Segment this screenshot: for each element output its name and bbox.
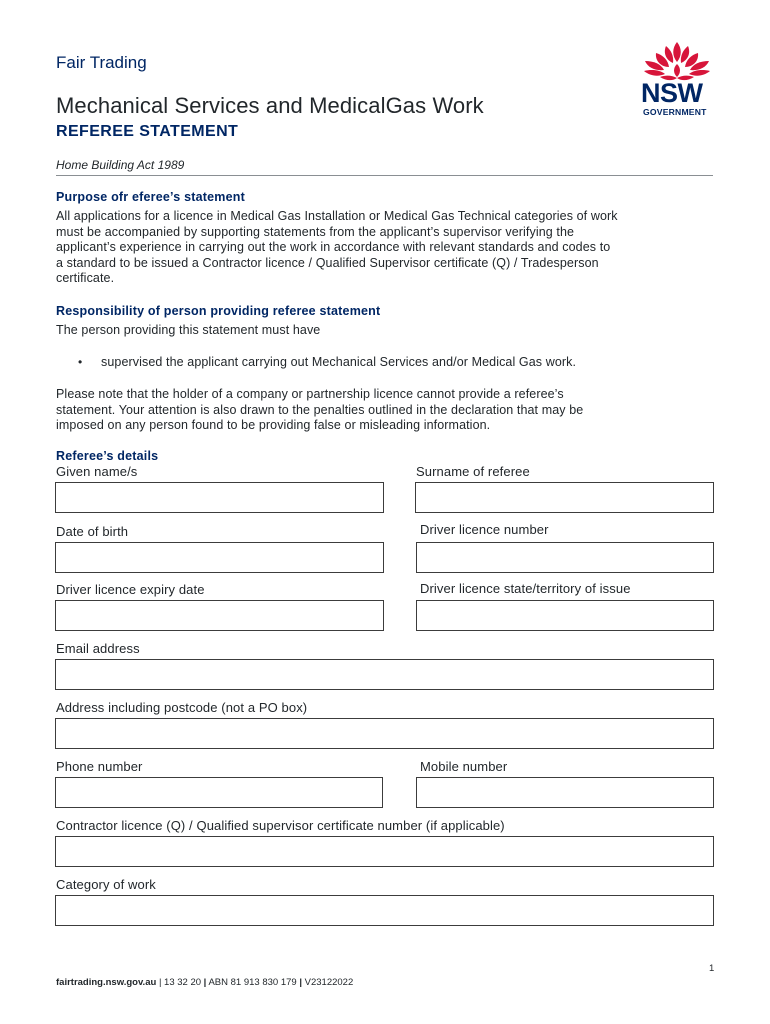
logo-nsw-text: NSW bbox=[641, 78, 703, 108]
footer-separator: | bbox=[203, 977, 207, 988]
note-line: statement. Your attention is also drawn to the penalties outlined in the declaration that may be bbox=[56, 402, 584, 417]
footer-abn: ABN 81 913 830 179 bbox=[208, 977, 297, 988]
category-input[interactable] bbox=[55, 895, 714, 926]
act-reference: Home Building Act 1989 bbox=[56, 158, 185, 172]
footer-version: V23122022 bbox=[304, 977, 354, 988]
mobile-input[interactable] bbox=[416, 777, 714, 808]
given-name-label: Given name/s bbox=[56, 464, 138, 479]
mobile-label: Mobile number bbox=[420, 759, 508, 774]
form-title: Mechanical Services and MedicalGas Work bbox=[56, 93, 484, 118]
page-number: 1 bbox=[709, 963, 715, 974]
address-label: Address including postcode (not a PO box) bbox=[56, 700, 308, 715]
purpose-line: a standard to be issued a Contractor licence / Qualified Supervisor certificate (Q) / Tradesperson bbox=[56, 255, 599, 270]
note-line: Please note that the holder of a company or partnership licence cannot provide a referee’s bbox=[56, 387, 564, 401]
purpose-line: certificate. bbox=[56, 271, 115, 286]
licence-number-label: Driver licence number bbox=[420, 522, 549, 537]
footer bbox=[56, 977, 353, 988]
footer-separator: | bbox=[299, 977, 302, 988]
form-subtitle: REFEREE STATEMENT bbox=[56, 123, 239, 140]
responsibility-intro: The person providing this statement must have bbox=[56, 323, 321, 337]
details-heading: Referee’s details bbox=[56, 449, 159, 463]
licence-expiry-input[interactable] bbox=[55, 600, 384, 631]
licence-number-input[interactable] bbox=[416, 542, 714, 573]
bullet-dot: • bbox=[78, 355, 83, 369]
surname-input[interactable] bbox=[415, 482, 714, 513]
note-line: imposed on any person found to be providing false or misleading information. bbox=[56, 418, 491, 433]
purpose-paragraph bbox=[56, 209, 721, 287]
licence-expiry-label: Driver licence expiry date bbox=[56, 582, 205, 597]
email-label: Email address bbox=[56, 641, 140, 656]
licence-state-label: Driver licence state/territory of issue bbox=[420, 581, 631, 596]
given-name-input[interactable] bbox=[55, 482, 384, 513]
brand-name: Fair Trading bbox=[56, 53, 147, 72]
responsibility-heading: Responsibility of person providing referee statement bbox=[56, 304, 381, 318]
responsibility-bullet: supervised the applicant carrying out Mechanical Services and/or Medical Gas work. bbox=[101, 355, 577, 369]
purpose-heading: Purpose ofr eferee’s statement bbox=[56, 190, 245, 204]
footer-site: fairtrading.nsw.gov.au bbox=[56, 977, 157, 988]
address-input[interactable] bbox=[55, 718, 714, 749]
email-input[interactable] bbox=[55, 659, 714, 690]
dob-input[interactable] bbox=[55, 542, 384, 573]
purpose-line: All applications for a licence in Medical Gas Installation or Medical Gas Technical categories of work bbox=[56, 209, 618, 223]
responsibility-note bbox=[56, 387, 721, 434]
contractor-licence-label: Contractor licence (Q) / Qualified supervisor certificate number (if applicable) bbox=[56, 818, 505, 833]
category-label: Category of work bbox=[56, 877, 156, 892]
purpose-line: must be accompanied by supporting statements from the applicant’s supervisor verifying the bbox=[56, 224, 575, 239]
contractor-licence-input[interactable] bbox=[55, 836, 714, 867]
purpose-line: applicant’s experience in carrying out the work in accordance with relevant standards and codes to bbox=[56, 240, 611, 255]
dob-label: Date of birth bbox=[56, 524, 129, 539]
licence-state-input[interactable] bbox=[416, 600, 714, 631]
surname-label: Surname of referee bbox=[416, 464, 530, 479]
logo-government-text: GOVERNMENT bbox=[643, 107, 707, 117]
header-divider bbox=[56, 175, 713, 176]
phone-input[interactable] bbox=[55, 777, 383, 808]
footer-phone: 13 32 20 bbox=[164, 977, 202, 988]
nsw-government-logo bbox=[636, 40, 718, 118]
footer-separator: | bbox=[158, 977, 165, 988]
phone-label: Phone number bbox=[56, 759, 143, 774]
